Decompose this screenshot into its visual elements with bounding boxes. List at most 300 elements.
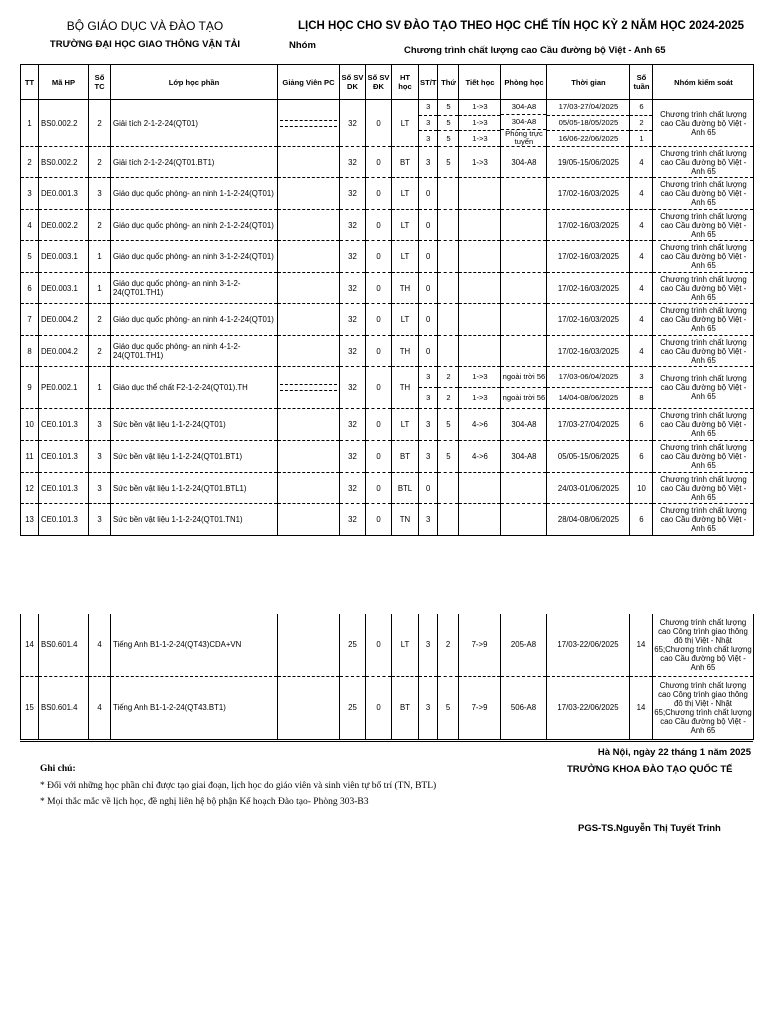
cell-weeks: 3 bbox=[630, 367, 652, 388]
cell-time-range: 17/03-22/06/2025 bbox=[547, 614, 630, 676]
cell-tt: 15 bbox=[21, 676, 39, 739]
cell-weekday: 5 bbox=[446, 133, 451, 143]
cell-enrolled-count: 0 bbox=[366, 473, 392, 504]
cell-periods-per-week: 3 bbox=[419, 409, 438, 441]
cell-time-range: 17/02-16/03/2025 bbox=[547, 273, 630, 304]
cell-room: 304-A8 bbox=[501, 147, 547, 178]
cell-enrolled-capacity: 32 bbox=[340, 336, 366, 367]
cell-weekday: 5 bbox=[438, 441, 459, 473]
signer-name: PGS-TS.Nguyễn Thị Tuyết Trinh bbox=[578, 823, 721, 834]
table-row bbox=[21, 473, 754, 504]
table-row bbox=[21, 178, 754, 210]
cell-class-name: Sức bền vật liệu 1-1-2-24(QT01) bbox=[111, 409, 278, 441]
schedule-table-continued bbox=[20, 614, 754, 740]
cell-class-name: Sức bền vật liệu 1-1-2-24(QT01.TN1) bbox=[111, 504, 278, 536]
cell-course-code: CE0.101.3 bbox=[39, 409, 89, 441]
table-row bbox=[21, 100, 754, 147]
cell-course-code: PE0.002.1 bbox=[39, 367, 89, 409]
cell-weeks: 6 bbox=[630, 100, 652, 116]
cell-enrolled-count: 0 bbox=[366, 147, 392, 178]
cell-enrolled-count: 0 bbox=[366, 367, 392, 409]
table-row bbox=[21, 504, 754, 536]
cell-periods bbox=[459, 336, 501, 367]
cell-study-type: BT bbox=[392, 676, 419, 739]
cell-periods: 1->3 bbox=[472, 393, 488, 402]
cell-weekday bbox=[438, 210, 459, 241]
cell-tt: 12 bbox=[21, 473, 39, 504]
cell-room bbox=[501, 336, 547, 367]
cell-weeks: 6 bbox=[630, 504, 653, 536]
cell-class-name: Giáo dục quốc phòng- an ninh 3-1-2-24(QT01) bbox=[111, 241, 278, 273]
cell-lecturer bbox=[278, 210, 340, 241]
table-header-row bbox=[21, 65, 754, 100]
cell-room-group bbox=[501, 367, 547, 409]
cell-time-range: 17/03-27/04/2025 bbox=[547, 409, 630, 441]
cell-periods bbox=[459, 273, 501, 304]
cell-weeks: 10 bbox=[630, 473, 653, 504]
cell-periods-per-week: 0 bbox=[419, 210, 438, 241]
cell-course-code: DE0.004.2 bbox=[39, 336, 89, 367]
cell-weekday: 2 bbox=[438, 367, 458, 388]
cell-enrolled-count: 0 bbox=[366, 441, 392, 473]
cell-credits: 2 bbox=[89, 100, 111, 147]
cell-periods-per-week: 3 bbox=[419, 614, 438, 676]
cell-class-name: Tiếng Anh B1-1-2-24(QT43)CDA+VN bbox=[111, 614, 278, 676]
cell-study-type: TH bbox=[392, 273, 419, 304]
table-row bbox=[21, 210, 754, 241]
cell-course-code: BS0.601.4 bbox=[39, 614, 89, 676]
cell-enrolled-count: 0 bbox=[366, 409, 392, 441]
cell-room bbox=[501, 304, 547, 336]
cell-room: ngoài trời 56 bbox=[502, 393, 546, 402]
cell-time-range: 17/03-22/06/2025 bbox=[547, 676, 630, 739]
cell-enrolled-capacity: 32 bbox=[340, 409, 366, 441]
cell-periods bbox=[459, 473, 501, 504]
cell-periods-per-week: 0 bbox=[419, 273, 438, 304]
cell-tt: 14 bbox=[21, 614, 39, 676]
cell-lecturer bbox=[278, 367, 340, 409]
cell-periods: 1->3 bbox=[459, 100, 500, 116]
cell-study-type: LT bbox=[392, 304, 419, 336]
cell-weekday-group bbox=[438, 367, 459, 409]
cell-lecturer bbox=[278, 241, 340, 273]
cell-credits: 3 bbox=[89, 473, 111, 504]
cell-enrolled-count: 0 bbox=[366, 273, 392, 304]
column-header: Lớp học phần bbox=[111, 65, 278, 100]
cell-course-code: DE0.003.1 bbox=[39, 241, 89, 273]
column-header: Mã HP bbox=[39, 65, 89, 100]
cell-periods bbox=[459, 504, 501, 536]
cell-credits: 2 bbox=[89, 147, 111, 178]
cell-enrolled-count: 0 bbox=[366, 336, 392, 367]
cell-lecturer bbox=[278, 304, 340, 336]
cell-weeks: 4 bbox=[630, 273, 653, 304]
cell-tt: 2 bbox=[21, 147, 39, 178]
cell-tt: 10 bbox=[21, 409, 39, 441]
cell-enrolled-capacity: 32 bbox=[340, 504, 366, 536]
cell-study-type: BTL bbox=[392, 473, 419, 504]
cell-periods-per-week: 3 bbox=[419, 676, 438, 739]
cell-study-type: BT bbox=[392, 441, 419, 473]
cell-control-group: Chương trình chất lượng cao Cầu đường bộ Việt - Anh 65 bbox=[653, 473, 754, 504]
cell-weekday: 2 bbox=[446, 393, 451, 402]
cell-study-type: BT bbox=[392, 147, 419, 178]
cell-lecturer bbox=[278, 614, 340, 676]
cell-periods-group bbox=[459, 367, 501, 409]
cell-time-range: 24/03-01/06/2025 bbox=[547, 473, 630, 504]
cell-class-name: Giáo dục quốc phòng- an ninh 4-1-2-24(QT01) bbox=[111, 304, 278, 336]
cell-enrolled-capacity: 32 bbox=[340, 273, 366, 304]
cell-room: 304-A8 bbox=[501, 409, 547, 441]
cell-weeks: 6 bbox=[630, 409, 653, 441]
cell-room bbox=[501, 178, 547, 210]
column-header: Giảng Viên PC bbox=[278, 65, 340, 100]
cell-lecturer bbox=[278, 409, 340, 441]
cell-periods: 4->6 bbox=[459, 409, 501, 441]
cell-periods bbox=[459, 241, 501, 273]
cell-tt: 11 bbox=[21, 441, 39, 473]
cell-time-range: 05/05-18/05/2025 bbox=[547, 116, 629, 132]
cell-course-code: BS0.601.4 bbox=[39, 676, 89, 739]
cell-control-group: Chương trình chất lượng cao Cầu đường bộ Việt - Anh 65 bbox=[653, 441, 754, 473]
cell-lecturer bbox=[278, 504, 340, 536]
cell-weeks: 2 bbox=[630, 116, 652, 132]
cell-weeks: 4 bbox=[630, 210, 653, 241]
cell-weeks: 8 bbox=[639, 393, 644, 402]
cell-periods-per-week: 3 bbox=[419, 504, 438, 536]
cell-weekday bbox=[438, 273, 459, 304]
cell-enrolled-capacity: 32 bbox=[340, 147, 366, 178]
cell-time-range: 14/04-08/06/2025 bbox=[558, 393, 619, 402]
cell-weeks: 1 bbox=[639, 133, 644, 143]
cell-weekday bbox=[438, 473, 459, 504]
cell-control-group: Chương trình chất lượng cao Cầu đường bộ Việt - Anh 65 bbox=[653, 178, 754, 210]
table-row bbox=[21, 441, 754, 473]
cell-control-group: Chương trình chất lượng cao Công trình giao thông đô thị Việt - Nhật 65;Chương trình chất lượng cao Cầu đường bộ Việt - Anh 65 bbox=[653, 676, 754, 739]
cell-control-group: Chương trình chất lượng cao Cầu đường bộ Việt - Anh 65 bbox=[653, 210, 754, 241]
column-header: ST/T bbox=[419, 65, 438, 100]
cell-room: 304-A8 bbox=[501, 100, 546, 115]
cell-course-code: BS0.002.2 bbox=[39, 147, 89, 178]
cell-periods-per-week: 0 bbox=[419, 304, 438, 336]
cell-course-code: BS0.002.2 bbox=[39, 100, 89, 147]
cell-enrolled-capacity: 25 bbox=[340, 614, 366, 676]
cell-weeks: 4 bbox=[630, 147, 653, 178]
cell-study-type: TH bbox=[392, 336, 419, 367]
cell-weekday: 5 bbox=[438, 409, 459, 441]
table-row bbox=[21, 147, 754, 178]
cell-lecturer bbox=[278, 676, 340, 739]
cell-control-group: Chương trình chất lượng cao Cầu đường bộ Việt - Anh 65 bbox=[653, 304, 754, 336]
cell-periods bbox=[459, 210, 501, 241]
cell-class-name: Giáo dục quốc phòng- an ninh 3-1-2-24(QT01.TH1) bbox=[111, 273, 278, 304]
cell-room: ngoài trời 56 bbox=[501, 367, 546, 388]
cell-periods-per-week: 3 bbox=[426, 393, 431, 402]
page-title: LỊCH HỌC CHO SV ĐÀO TẠO THEO HỌC CHẾ TÍN HỌC KỲ 2 NĂM HỌC 2024-2025 bbox=[298, 20, 745, 32]
column-header: Thời gian bbox=[547, 65, 630, 100]
cell-periods bbox=[459, 304, 501, 336]
cell-room bbox=[501, 273, 547, 304]
cell-periods-per-week: 0 bbox=[419, 241, 438, 273]
cell-tt: 7 bbox=[21, 304, 39, 336]
cell-weekday: 5 bbox=[438, 676, 459, 739]
cell-tt: 8 bbox=[21, 336, 39, 367]
cell-periods bbox=[459, 178, 501, 210]
cell-room-group bbox=[501, 100, 547, 147]
cell-room bbox=[501, 473, 547, 504]
cell-study-type: LT bbox=[392, 614, 419, 676]
note-line-1: * Đối với những học phần chỉ được tạo giai đoạn, lịch học do giáo viên và sinh viên tự bố trí (TN, BTL) bbox=[40, 781, 437, 791]
cell-periods-per-week: 0 bbox=[419, 473, 438, 504]
cell-class-name: Sức bền vật liệu 1-1-2-24(QT01.BTL1) bbox=[111, 473, 278, 504]
cell-periods-per-week: 3 bbox=[426, 133, 431, 143]
cell-periods: 1->3 bbox=[459, 147, 501, 178]
cell-weekday bbox=[438, 241, 459, 273]
university-name: TRƯỜNG ĐẠI HỌC GIAO THÔNG VẬN TẢI bbox=[49, 39, 241, 50]
cell-tt: 5 bbox=[21, 241, 39, 273]
cell-enrolled-capacity: 25 bbox=[340, 676, 366, 739]
program-name: Chương trình chất lượng cao Cầu đường bộ Việt - Anh 65 bbox=[404, 45, 666, 56]
faculty-title: TRƯỞNG KHOA ĐÀO TẠO QUỐC TẾ bbox=[567, 764, 733, 775]
cell-weeks-group bbox=[630, 367, 653, 409]
column-header: Tiết học bbox=[459, 65, 501, 100]
cell-time-range: 17/02-16/03/2025 bbox=[547, 178, 630, 210]
cell-class-name: Tiếng Anh B1-1-2-24(QT43.BT1) bbox=[111, 676, 278, 739]
cell-class-name: Giáo dục quốc phòng- an ninh 2-1-2-24(QT01) bbox=[111, 210, 278, 241]
cell-control-group: Chương trình chất lượng cao Cầu đường bộ Việt - Anh 65 bbox=[653, 504, 754, 536]
cell-weekday: 5 bbox=[438, 147, 459, 178]
cell-time-range: 19/05-15/06/2025 bbox=[547, 147, 630, 178]
cell-lecturer bbox=[278, 473, 340, 504]
cell-course-code: DE0.001.3 bbox=[39, 178, 89, 210]
cell-room bbox=[501, 241, 547, 273]
table-row bbox=[21, 241, 754, 273]
cell-weeks: 14 bbox=[630, 614, 653, 676]
column-header: Số SV DK bbox=[340, 65, 366, 100]
cell-study-type: LT bbox=[392, 100, 419, 147]
cell-enrolled-capacity: 32 bbox=[340, 241, 366, 273]
cell-class-name: Sức bền vật liệu 1-1-2-24(QT01.BT1) bbox=[111, 441, 278, 473]
cell-tt: 13 bbox=[21, 504, 39, 536]
cell-periods-per-week: 3 bbox=[419, 367, 437, 388]
cell-room: 506-A8 bbox=[501, 676, 547, 739]
cell-periods-per-week: 0 bbox=[419, 178, 438, 210]
cell-periods-per-week: 3 bbox=[419, 100, 437, 116]
cell-periods: 7->9 bbox=[459, 614, 501, 676]
cell-weeks: 4 bbox=[630, 336, 653, 367]
cell-course-code: DE0.003.1 bbox=[39, 273, 89, 304]
cell-time-range: 17/02-16/03/2025 bbox=[547, 210, 630, 241]
cell-credits: 2 bbox=[89, 336, 111, 367]
cell-time-range: 17/03-27/04/2025 bbox=[547, 100, 629, 116]
cell-enrolled-count: 0 bbox=[366, 241, 392, 273]
signature-date: Hà Nội, ngày 22 tháng 1 năm 2025 bbox=[597, 747, 751, 758]
cell-periods-per-week-group bbox=[419, 367, 438, 409]
cell-weekday-group bbox=[438, 100, 459, 147]
cell-periods-per-week: 3 bbox=[419, 147, 438, 178]
cell-time-range: 17/02-16/03/2025 bbox=[547, 336, 630, 367]
cell-weekday bbox=[438, 178, 459, 210]
cell-credits: 3 bbox=[89, 409, 111, 441]
cell-control-group: Chương trình chất lượng cao Cầu đường bộ Việt - Anh 65 bbox=[653, 367, 754, 409]
cell-study-type: LT bbox=[392, 241, 419, 273]
column-header: Số tuần bbox=[630, 65, 653, 100]
cell-lecturer bbox=[278, 100, 340, 147]
cell-time-range: 17/02-16/03/2025 bbox=[547, 241, 630, 273]
ministry-name: BỘ GIÁO DỤC VÀ ĐÀO TẠO bbox=[66, 19, 224, 33]
schedule-table bbox=[20, 64, 754, 536]
cell-periods-group bbox=[459, 100, 501, 147]
cell-enrolled-count: 0 bbox=[366, 210, 392, 241]
cell-credits: 2 bbox=[89, 304, 111, 336]
cell-class-name: Giải tích 2-1-2-24(QT01.BT1) bbox=[111, 147, 278, 178]
cell-class-name: Giải tích 2-1-2-24(QT01) bbox=[111, 100, 278, 147]
cell-time-range: 16/06-22/06/2025 bbox=[558, 133, 619, 143]
column-header: Thứ bbox=[438, 65, 459, 100]
cell-lecturer bbox=[278, 441, 340, 473]
cell-room bbox=[501, 504, 547, 536]
cell-tt: 6 bbox=[21, 273, 39, 304]
cell-credits: 3 bbox=[89, 178, 111, 210]
cell-enrolled-count: 0 bbox=[366, 178, 392, 210]
note-line-2: * Mọi thắc mắc về lịch học, đề nghị liên hệ bộ phận Kế hoạch Đào tạo- Phòng 303-B3 bbox=[40, 797, 369, 807]
cell-credits: 1 bbox=[89, 273, 111, 304]
cell-enrolled-capacity: 32 bbox=[340, 304, 366, 336]
cell-weekday: 2 bbox=[438, 614, 459, 676]
cell-weekday bbox=[438, 304, 459, 336]
cell-credits: 3 bbox=[89, 504, 111, 536]
table-row bbox=[21, 409, 754, 441]
cell-room: 304-A8 bbox=[501, 441, 547, 473]
column-header: Số SV ĐK bbox=[366, 65, 392, 100]
cell-periods: 1->3 bbox=[459, 367, 500, 388]
cell-credits: 1 bbox=[89, 367, 111, 409]
cell-class-name: Giáo dục quốc phòng- an ninh 4-1-2-24(QT01.TH1) bbox=[111, 336, 278, 367]
cell-tt: 3 bbox=[21, 178, 39, 210]
cell-control-group: Chương trình chất lượng cao Cầu đường bộ Việt - Anh 65 bbox=[653, 241, 754, 273]
cell-tt: 9 bbox=[21, 367, 39, 409]
cell-enrolled-capacity: 32 bbox=[340, 178, 366, 210]
cell-room: 205-A8 bbox=[501, 614, 547, 676]
cell-room: Phòng trực tuyến bbox=[505, 129, 543, 146]
cell-periods: 4->6 bbox=[459, 441, 501, 473]
note-title: Ghi chú: bbox=[40, 764, 76, 774]
cell-control-group: Chương trình chất lượng cao Cầu đường bộ Việt - Anh 65 bbox=[653, 147, 754, 178]
cell-credits: 2 bbox=[89, 210, 111, 241]
column-header: TT bbox=[21, 65, 39, 100]
column-header: Phòng học bbox=[501, 65, 547, 100]
cell-enrolled-count: 0 bbox=[366, 504, 392, 536]
table-row bbox=[21, 614, 754, 676]
cell-tt: 4 bbox=[21, 210, 39, 241]
cell-enrolled-capacity: 32 bbox=[340, 473, 366, 504]
column-header: HT học bbox=[392, 65, 419, 100]
cell-weeks: 4 bbox=[630, 304, 653, 336]
cell-weeks: 14 bbox=[630, 676, 653, 739]
cell-weekday bbox=[438, 504, 459, 536]
cell-periods-per-week: 3 bbox=[419, 441, 438, 473]
cell-enrolled-capacity: 32 bbox=[340, 441, 366, 473]
cell-study-type: LT bbox=[392, 409, 419, 441]
cell-weeks: 4 bbox=[630, 241, 653, 273]
table-row bbox=[21, 273, 754, 304]
cell-course-code: DE0.002.2 bbox=[39, 210, 89, 241]
table-bottom-line bbox=[20, 741, 753, 742]
cell-course-code: CE0.101.3 bbox=[39, 473, 89, 504]
cell-course-code: CE0.101.3 bbox=[39, 504, 89, 536]
cell-time-range-group bbox=[547, 100, 630, 147]
lecturer-blank-lines bbox=[278, 384, 339, 391]
cell-control-group: Chương trình chất lượng cao Cầu đường bộ Việt - Anh 65 bbox=[653, 100, 754, 147]
cell-lecturer bbox=[278, 178, 340, 210]
cell-enrolled-capacity: 32 bbox=[340, 210, 366, 241]
cell-room: 304-A8 bbox=[501, 115, 546, 130]
cell-periods-per-week: 3 bbox=[419, 116, 437, 132]
cell-periods-per-week-group bbox=[419, 100, 438, 147]
cell-control-group: Chương trình chất lượng cao Cầu đường bộ Việt - Anh 65 bbox=[653, 336, 754, 367]
cell-enrolled-count: 0 bbox=[366, 676, 392, 739]
cell-study-type: TH bbox=[392, 367, 419, 409]
cell-lecturer bbox=[278, 147, 340, 178]
cell-weeks-group bbox=[630, 100, 653, 147]
cell-enrolled-capacity: 32 bbox=[340, 100, 366, 147]
group-label: Nhóm bbox=[289, 40, 316, 51]
cell-time-range: 17/03-06/04/2025 bbox=[547, 367, 629, 388]
cell-credits: 4 bbox=[89, 614, 111, 676]
cell-lecturer bbox=[278, 273, 340, 304]
cell-study-type: TN bbox=[392, 504, 419, 536]
table-row bbox=[21, 367, 754, 409]
cell-enrolled-count: 0 bbox=[366, 100, 392, 147]
cell-time-range: 05/05-15/06/2025 bbox=[547, 441, 630, 473]
column-header: Số TC bbox=[89, 65, 111, 100]
cell-control-group: Chương trình chất lượng cao Cầu đường bộ Việt - Anh 65 bbox=[653, 409, 754, 441]
cell-time-range: 28/04-08/06/2025 bbox=[547, 504, 630, 536]
cell-periods: 7->9 bbox=[459, 676, 501, 739]
cell-enrolled-capacity: 32 bbox=[340, 367, 366, 409]
cell-weekday: 5 bbox=[438, 116, 458, 132]
cell-lecturer bbox=[278, 336, 340, 367]
cell-credits: 4 bbox=[89, 676, 111, 739]
cell-periods-per-week: 0 bbox=[419, 336, 438, 367]
cell-enrolled-count: 0 bbox=[366, 304, 392, 336]
cell-study-type: LT bbox=[392, 210, 419, 241]
cell-class-name: Giáo dục quốc phòng- an ninh 1-1-2-24(QT01) bbox=[111, 178, 278, 210]
cell-control-group: Chương trình chất lượng cao Cầu đường bộ Việt - Anh 65 bbox=[653, 273, 754, 304]
cell-course-code: CE0.101.3 bbox=[39, 441, 89, 473]
cell-control-group: Chương trình chất lượng cao Công trình giao thông đô thị Việt - Nhật 65;Chương trình chất lượng cao Cầu đường bộ Việt - Anh 65 bbox=[653, 614, 754, 676]
cell-course-code: DE0.004.2 bbox=[39, 304, 89, 336]
cell-credits: 3 bbox=[89, 441, 111, 473]
cell-enrolled-count: 0 bbox=[366, 614, 392, 676]
table-row bbox=[21, 676, 754, 739]
lecturer-blank-lines bbox=[278, 120, 339, 127]
cell-weeks: 6 bbox=[630, 441, 653, 473]
cell-study-type: LT bbox=[392, 178, 419, 210]
column-header: Nhóm kiểm soát bbox=[653, 65, 754, 100]
cell-time-range: 17/02-16/03/2025 bbox=[547, 304, 630, 336]
table-row bbox=[21, 304, 754, 336]
table-row bbox=[21, 336, 754, 367]
cell-weekday: 5 bbox=[438, 100, 458, 116]
cell-periods: 1->3 bbox=[472, 133, 488, 143]
cell-weekday bbox=[438, 336, 459, 367]
cell-credits: 1 bbox=[89, 241, 111, 273]
cell-time-range-group bbox=[547, 367, 630, 409]
cell-weeks: 4 bbox=[630, 178, 653, 210]
cell-periods: 1->3 bbox=[459, 116, 500, 132]
cell-class-name: Giáo dục thể chất F2-1-2-24(QT01).TH bbox=[111, 367, 278, 409]
